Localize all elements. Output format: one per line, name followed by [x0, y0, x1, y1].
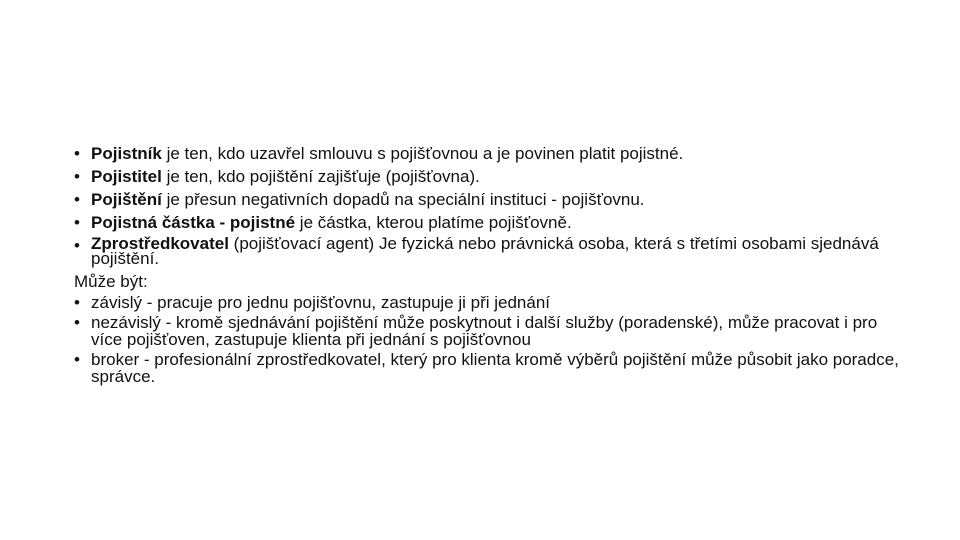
definition-term: Pojistná částka - pojistné	[91, 213, 296, 232]
definition-term: Pojistitel	[91, 167, 162, 186]
definitions-list	[74, 144, 904, 266]
intermediary-type-item: • závislý - pracuje pro jednu pojišťovnu, zastupuje ji při jednání	[74, 294, 904, 311]
definition-item	[74, 213, 904, 233]
definition-item	[74, 144, 904, 164]
definition-item	[74, 190, 904, 210]
definition-text: je přesun negativních dopadů na speciální instituci - pojišťovnu.	[161, 190, 645, 209]
definition-item	[74, 236, 904, 266]
definition-text: je ten, kdo pojištění zajišťuje (pojišťovna).	[161, 167, 480, 186]
definition-item	[74, 167, 904, 187]
definition-wrap	[91, 236, 904, 266]
intermediary-type-item: • nezávislý - kromě sjednávání pojištění může poskytnout i další služby (poradenské), může pracovat i pro více pojišťoven, zastupuje klienta při jednání s pojišťovnou	[74, 314, 904, 348]
definition-text: (pojišťovací agent) Je fyzická nebo právnická osoba, která s třetími osobami sjednává pojištění.	[91, 234, 879, 268]
definition-term: Zprostředkovatel	[91, 234, 229, 253]
definition-text: je částka, kterou platíme pojišťovně.	[295, 213, 572, 232]
intermediary-types-list	[74, 294, 904, 385]
intermediary-type-item: • broker - profesionální zprostředkovatel, který pro klienta kromě výběrů pojištění může působit jako poradce, správce.	[74, 351, 904, 385]
definition-term: Pojištění	[91, 190, 162, 209]
definition-text: je ten, kdo uzavřel smlouvu s pojišťovnou a je povinen platit pojistné.	[161, 144, 684, 163]
definition-term: Pojistník	[91, 144, 162, 163]
slide-content	[74, 144, 904, 388]
types-intro: Může být:	[74, 272, 148, 291]
